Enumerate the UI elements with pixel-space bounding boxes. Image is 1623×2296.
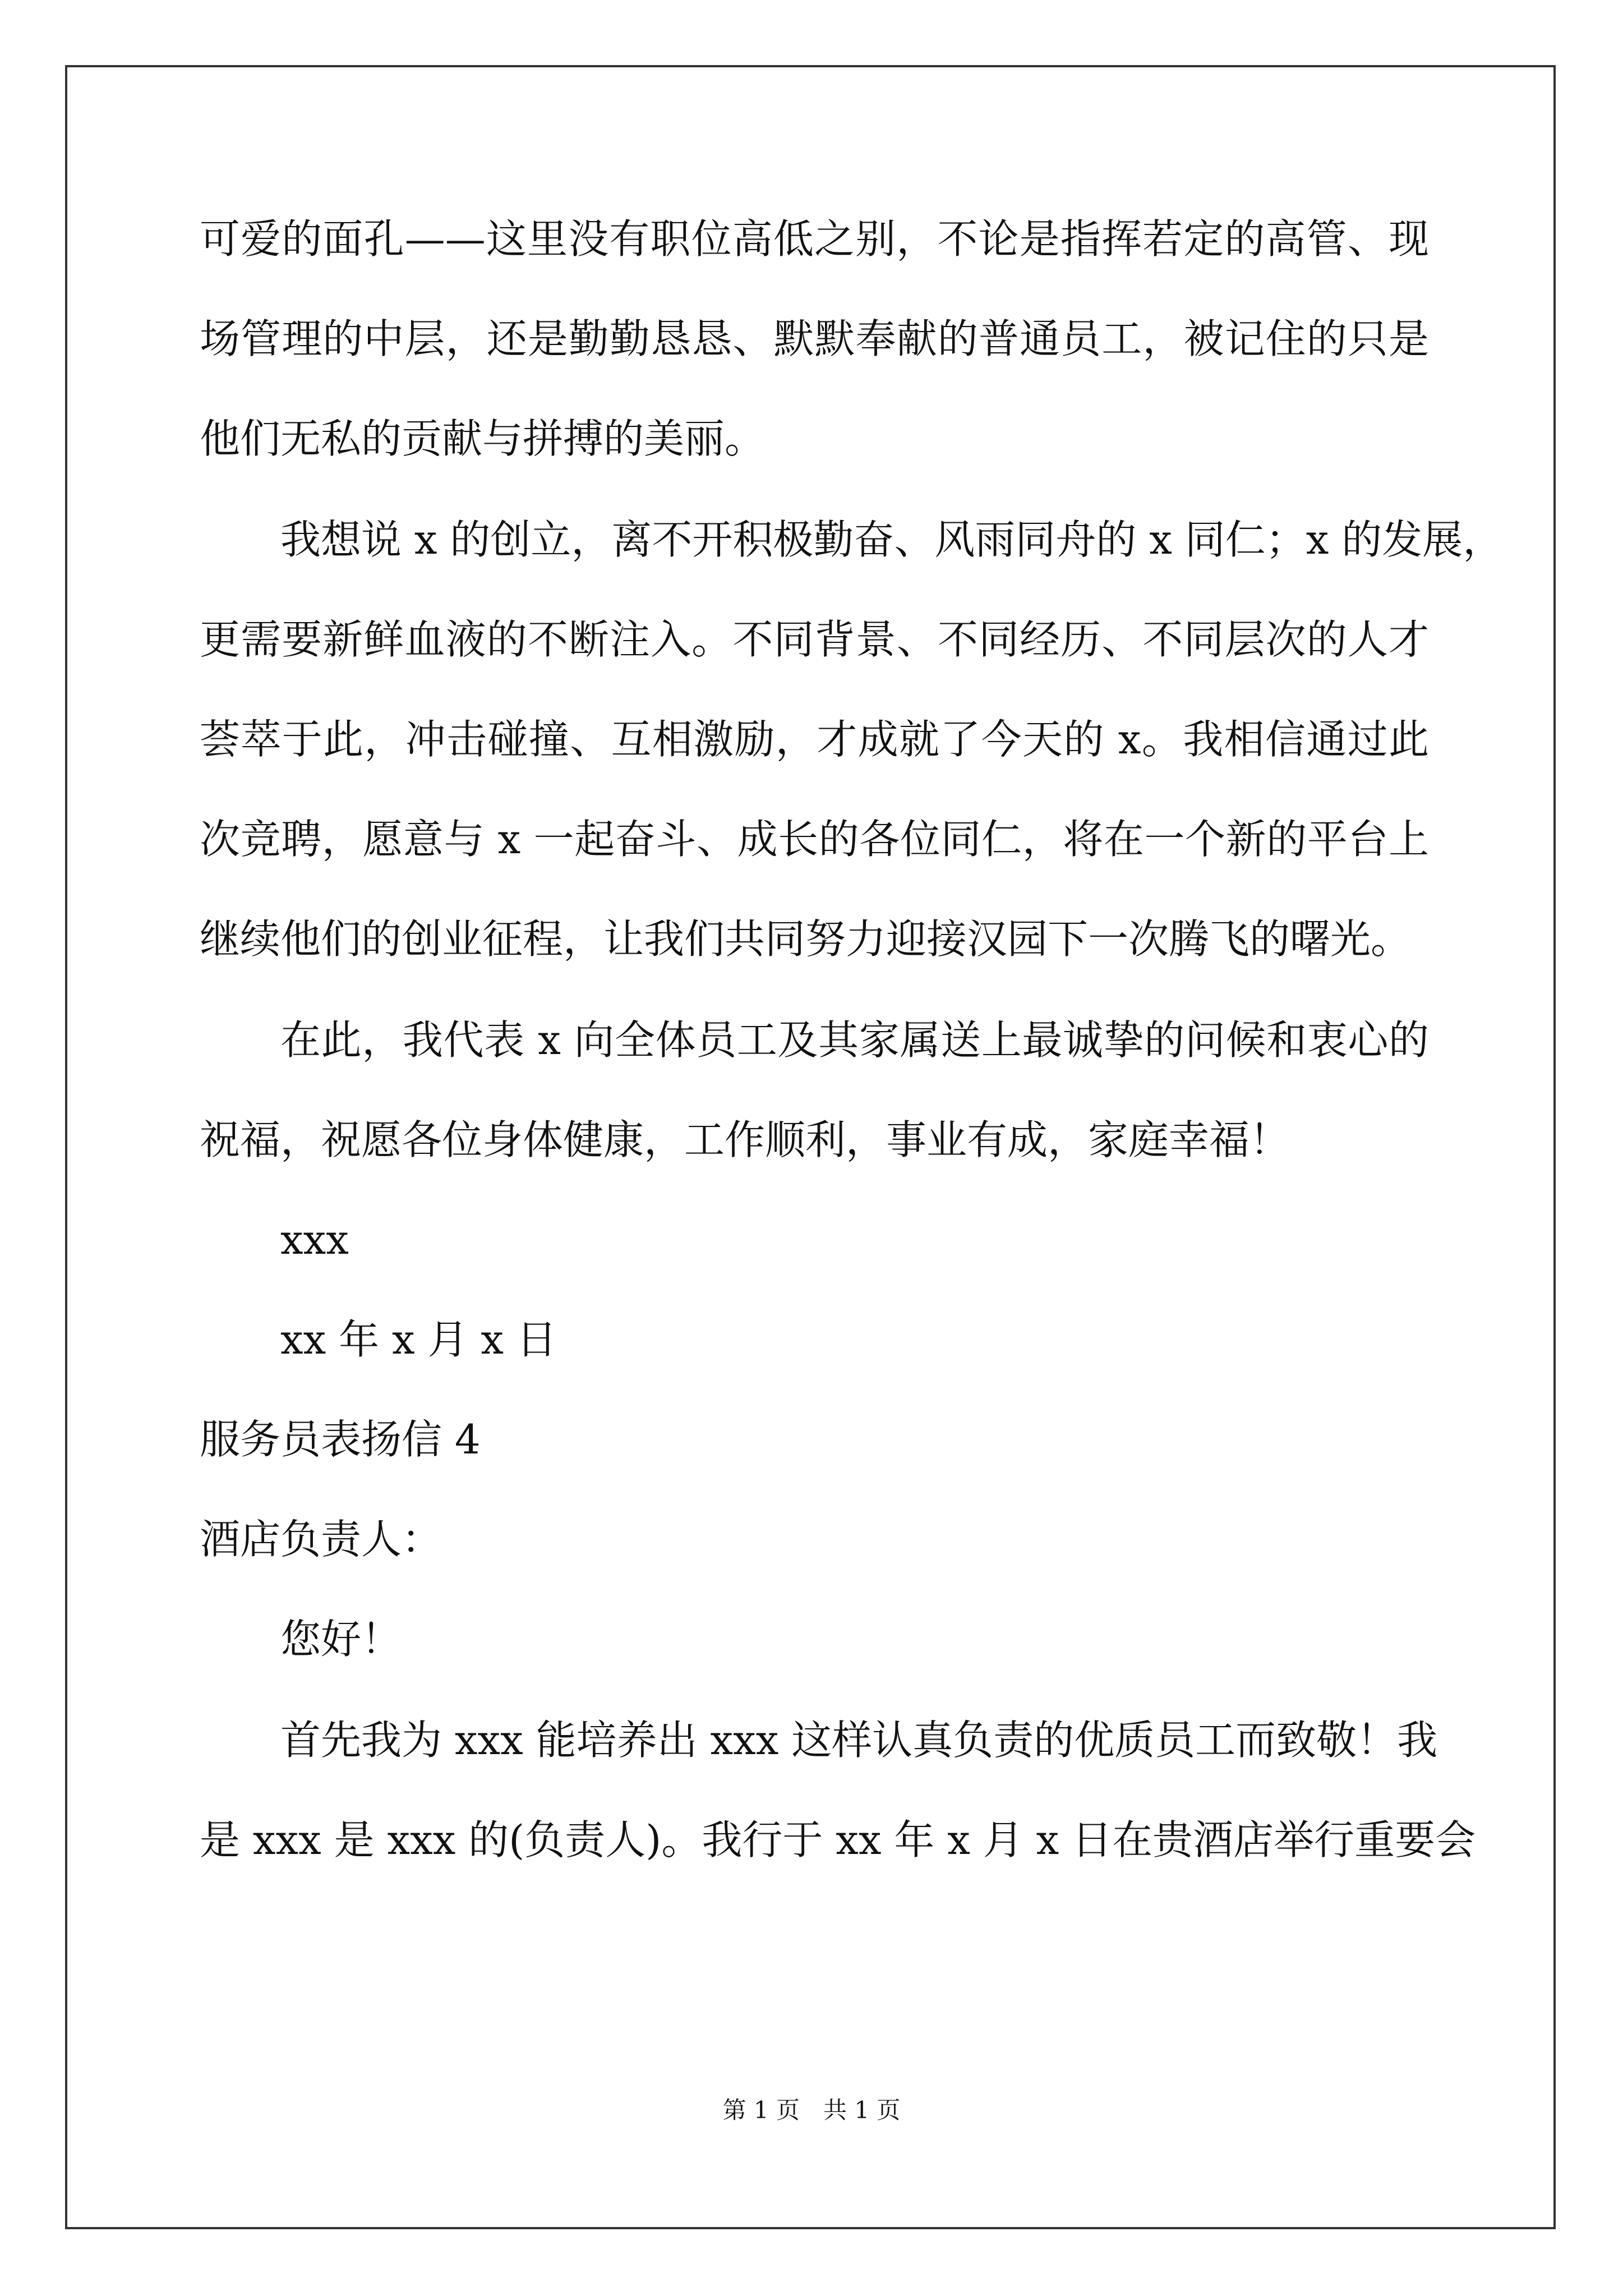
page-number: 第 1 页 共 1 页 <box>722 2096 901 2124</box>
paragraph-line: 他们无私的贡献与拼搏的美丽。 <box>200 415 766 462</box>
paragraph-line: 首先我为 xxx 能培养出 xxx 这样认真负责的优质员工而致敬！我 <box>280 1717 1438 1764</box>
paragraph-line: 在此，我代表 x 向全体员工及其家属送上最诚挚的问候和衷心的 <box>280 1016 1429 1064</box>
paragraph-line: 次竞聘，愿意与 x 一起奋斗、成长的各位同仁，将在一个新的平台上 <box>200 816 1429 863</box>
paragraph-line: 我想说 x 的创立，离不开积极勤奋、风雨同舟的 x 同仁；x 的发展， <box>280 516 1504 563</box>
section-title: 服务员表扬信 4 <box>200 1416 481 1463</box>
paragraph-line: 更需要新鲜血液的不断注入。不同背景、不同经历、不同层次的人才 <box>200 616 1429 663</box>
greeting: 您好！ <box>280 1616 402 1663</box>
paragraph-line: 场管理的中层，还是勤勤恳恳、默默奉献的普通员工，被记住的只是 <box>200 315 1429 362</box>
salutation: 酒店负责人： <box>200 1516 442 1563</box>
signature-date: xx 年 x 月 x 日 <box>280 1316 557 1363</box>
paragraph-line: 可爱的面孔——这里没有职位高低之别，不论是指挥若定的高管、现 <box>200 215 1429 263</box>
paragraph-line: 荟萃于此，冲击碰撞、互相激励，才成就了今天的 x。我相信通过此 <box>200 716 1429 763</box>
paragraph-line: 是 xxx 是 xxx 的(负责人)。我行于 xx 年 x 月 x 日在贵酒店举行重要会 <box>200 1816 1476 1864</box>
paragraph-line: 继续他们的创业征程，让我们共同努力迎接汉园下一次腾飞的曙光。 <box>200 915 1412 963</box>
paragraph-line: 祝福，祝愿各位身体健康，工作顺利，事业有成，家庭幸福！ <box>200 1116 1290 1163</box>
signature-name: xxx <box>280 1216 349 1263</box>
